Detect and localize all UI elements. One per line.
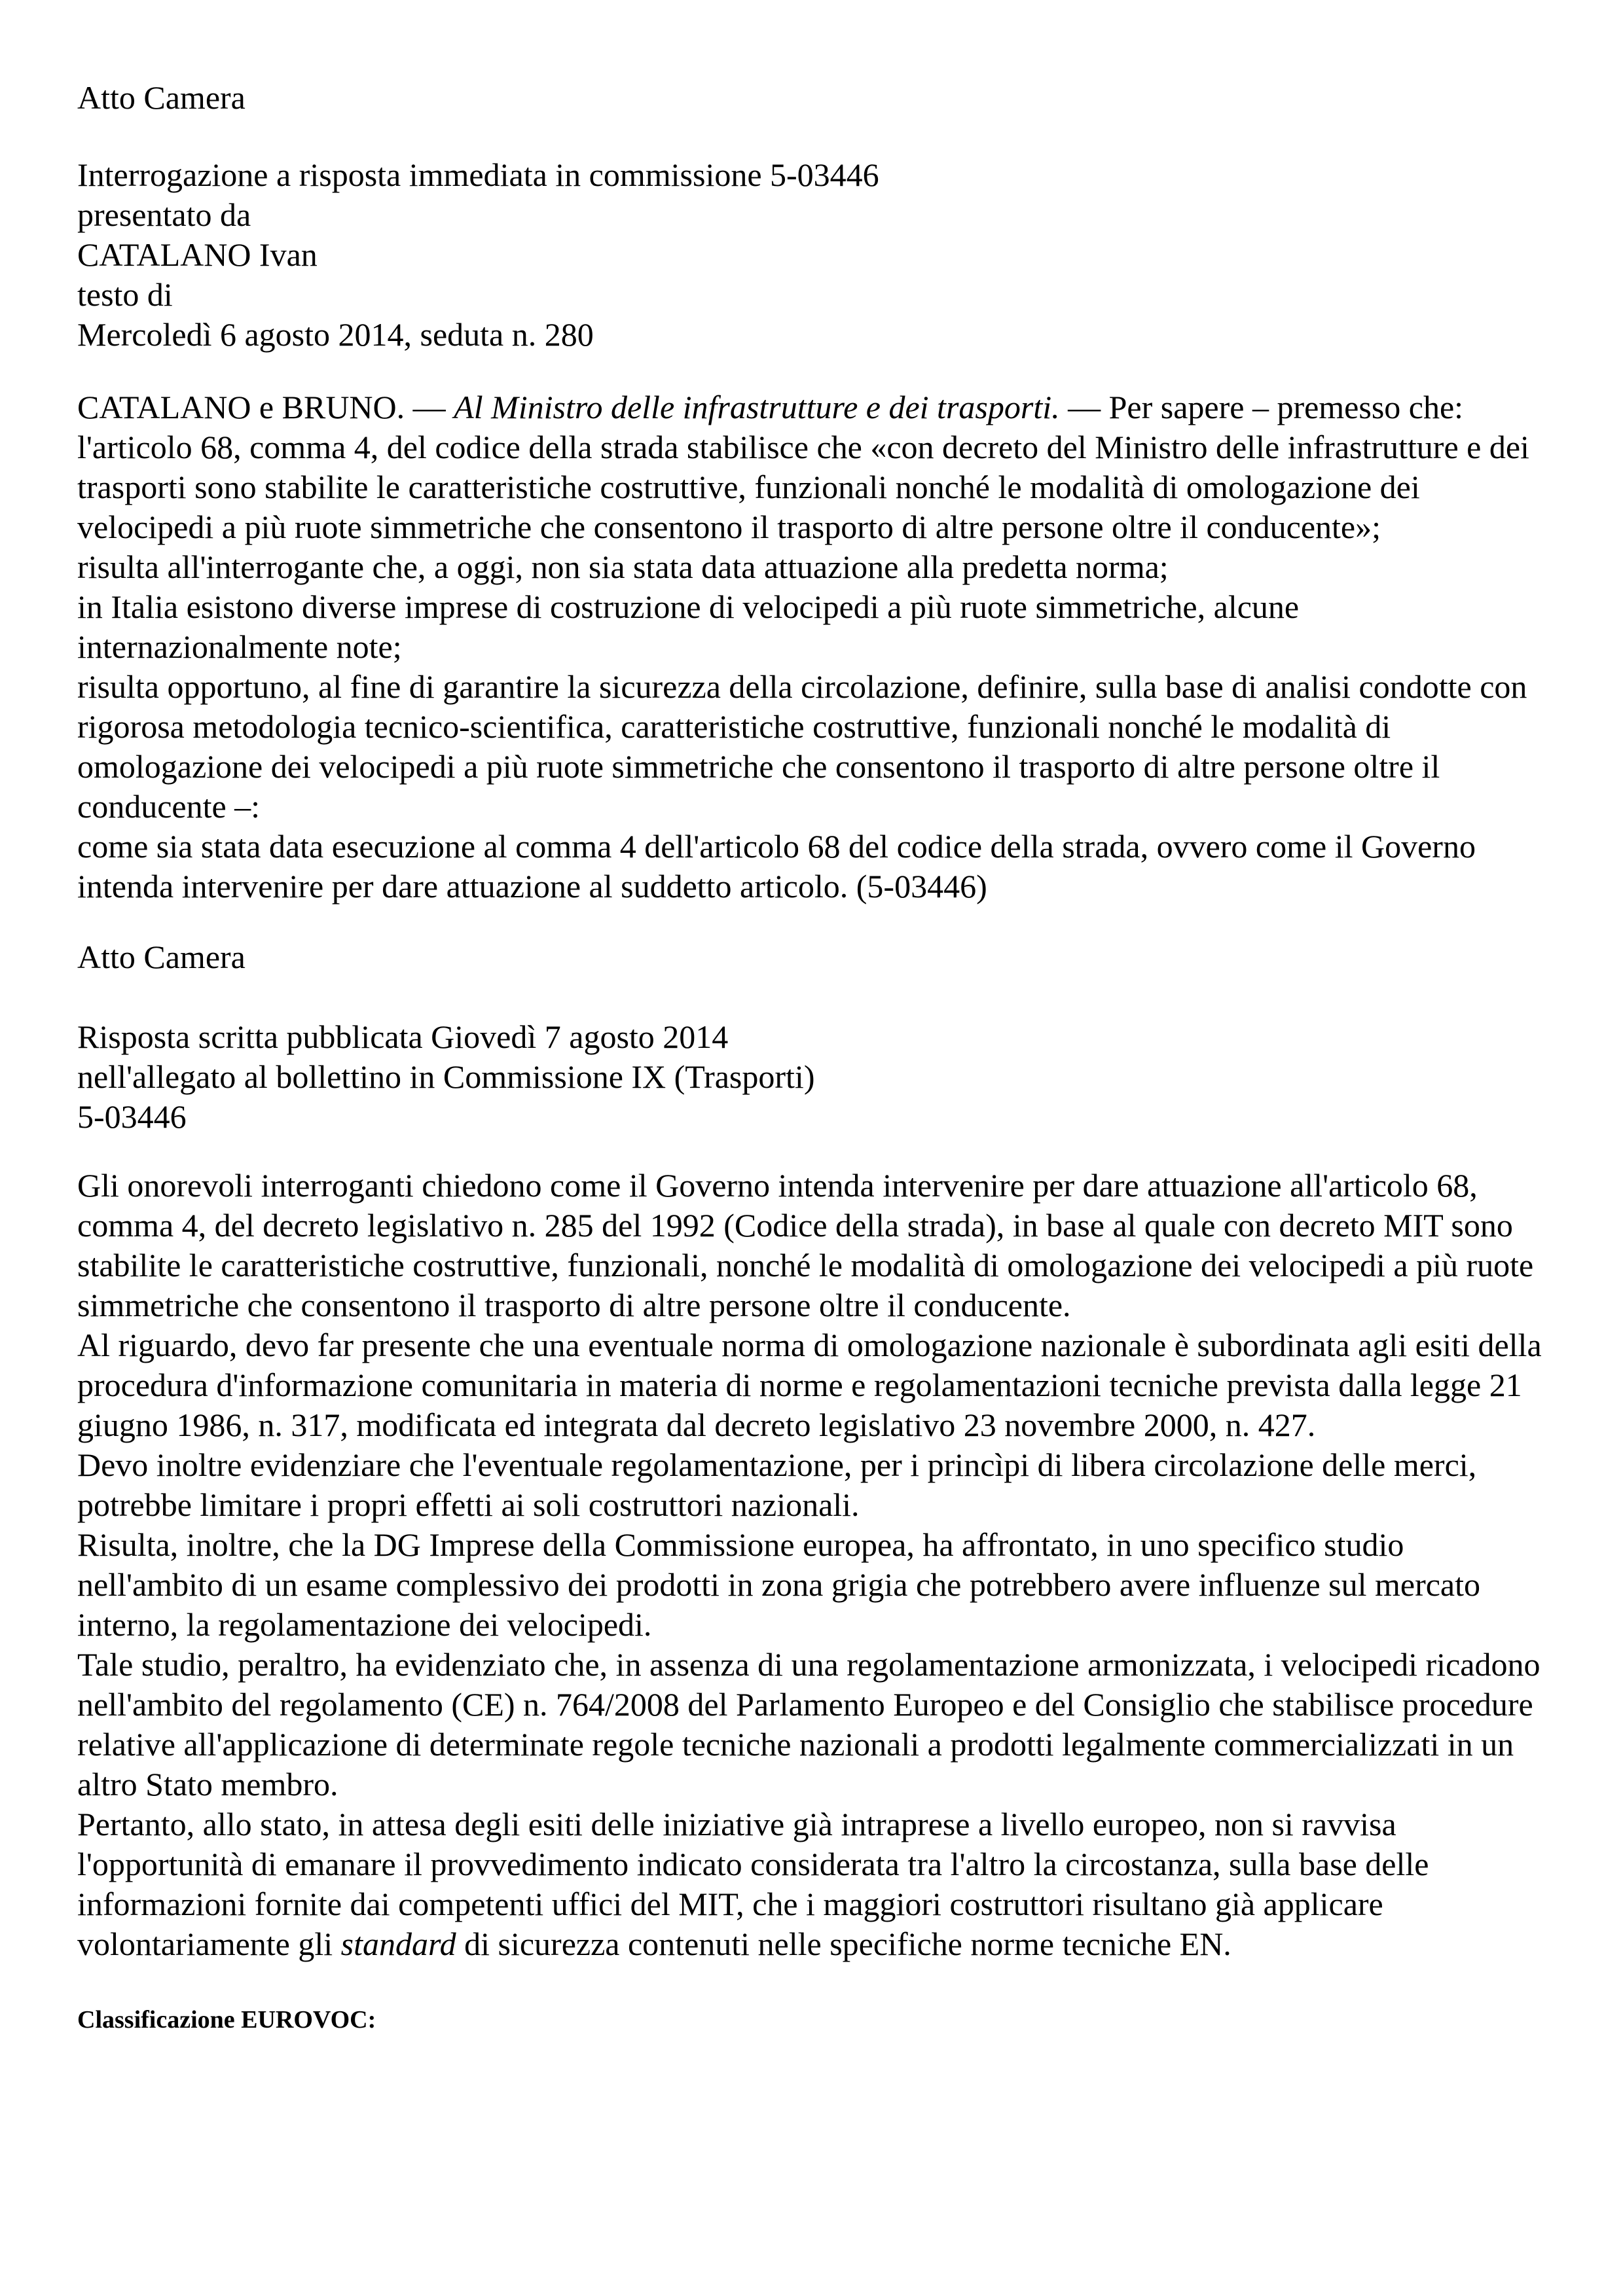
atto-camera-heading-2: Atto Camera (77, 939, 246, 975)
final-paragraph-standard-italic: standard (340, 1926, 456, 1962)
interrogazione-paragraph: l'articolo 68, comma 4, del codice della strada stabilisce che «con decreto del Ministro delle infrastrutture e dei trasporti sono stabilite le caratteristiche costruttive, funzionali nonché le modalità di omologazione dei velocipedi a più ruote simmetriche che consentono il trasporto di altre persone oltre il conducente»; (77, 429, 1529, 545)
interrogazione-intro-paragraph (77, 387, 1545, 427)
interrogazione-paragraph: risulta opportuno, al fine di garantire la sicurezza della circolazione, definire, sulla base di analisi condotte con rigorosa metodologia tecnico-scientifica, caratteristiche costruttive, funzionali nonché le modalità di omologazione dei velocipedi a più ruote simmetriche che consentono il trasporto di altre persone oltre il conducente –: (77, 668, 1527, 825)
eurovoc-classification-label: Classificazione EUROVOC: (77, 2006, 376, 2034)
risposta-published-line: Risposta scritta pubblicata Giovedì 7 agosto 2014 (77, 1018, 729, 1055)
intro-premessa: — Per sapere – premesso che: (1059, 389, 1464, 425)
presenter-name-line: CATALANO Ivan (77, 236, 318, 273)
interrogazione-title-line: Interrogazione a risposta immediata in commissione 5-03446 (77, 156, 879, 193)
risposta-bollettino-line: nell'allegato al bollettino in Commissione IX (Trasporti) (77, 1058, 815, 1095)
risposta-act-number-line: 5-03446 (77, 1098, 187, 1135)
seduta-date-line: Mercoledì 6 agosto 2014, seduta n. 280 (77, 316, 594, 353)
risposta-text (77, 1166, 1545, 1964)
risposta-final-paragraph (77, 1804, 1545, 1964)
interrogazione-paragraph: come sia stata data esecuzione al comma 4 dell'articolo 68 del codice della strada, ovvero come il Governo intenda intervenire per dare attuazione al suddetto articolo. (5-03446) (77, 828, 1476, 905)
atto-camera-heading-1: Atto Camera (77, 79, 246, 116)
risposta-paragraph: Risulta, inoltre, che la DG Imprese della Commissione europea, ha affrontato, in uno specifico studio nell'ambito di un esame complessivo dei prodotti in zona grigia che potrebbero avere influenze sul mercato interno, la regolamentazione dei velocipedi. (77, 1526, 1481, 1643)
risposta-paragraph: Al riguardo, devo far presente che una eventuale norma di omologazione nazionale è subordinata agli esiti della procedura d'informazione comunitaria in materia di norme e regolamentazioni tecniche prevista dalla legge 21 giugno 1986, n. 317, modificata ed integrata dal decreto legislativo 23 novembre 2000, n. 427. (77, 1327, 1542, 1443)
risposta-paragraph: Gli onorevoli interroganti chiedono come il Governo intenda intervenire per dare attuazione all'articolo 68, comma 4, del decreto legislativo n. 285 del 1992 (Codice della strada), in base al quale con decreto MIT sono stabilite le caratteristiche costruttive, funzionali, nonché le modalità di omologazione dei velocipedi a più ruote simmetriche che consentono il trasporto di altre persone oltre il conducente. (77, 1167, 1534, 1323)
risposta-paragraph: Devo inoltre evidenziare che l'eventuale regolamentazione, per i princìpi di libera circolazione delle merci, potrebbe limitare i propri effetti ai soli costruttori nazionali. (77, 1446, 1477, 1523)
interrogazione-text (77, 387, 1545, 906)
risposta-header (77, 1017, 1545, 1137)
testo-di-line: testo di (77, 276, 173, 313)
final-paragraph-end: di sicurezza contenuti nelle specifiche norme tecniche EN. (456, 1926, 1231, 1962)
risposta-paragraph: Tale studio, peraltro, ha evidenziato che, in assenza di una regolamentazione armonizzata, i velocipedi ricadono nell'ambito del regolamento (CE) n. 764/2008 del Parlamento Europeo e del Consiglio che stabilisce procedure relative all'applicazione di determinate regole tecniche nazionali a prodotti legalmente commercializzati in un altro Stato membro. (77, 1646, 1541, 1803)
interrogazione-header (77, 155, 1545, 355)
final-paragraph-start: Pertanto, allo stato, in attesa degli esiti delle iniziative già intraprese a livello europeo, non si ravvisa l'opportunità di emanare il provvedimento indicato considerata tra l'altro la circostanza, sulla base delle informazioni fornite dai competenti uffici del MIT, che i maggiori costruttori risultano già applicare volontariamente gli (77, 1806, 1429, 1962)
presentato-da-line: presentato da (77, 196, 251, 233)
interrogazione-paragraph: in Italia esistono diverse imprese di costruzione di velocipedi a più ruote simmetriche, alcune internazionalmente note; (77, 588, 1300, 665)
intro-authors: CATALANO e BRUNO. — (77, 389, 454, 425)
interrogazione-paragraph: risulta all'interrogante che, a oggi, non sia stata data attuazione alla predetta norma; (77, 548, 1169, 585)
intro-minister-italic: Al Ministro delle infrastrutture e dei trasporti. (454, 389, 1060, 425)
